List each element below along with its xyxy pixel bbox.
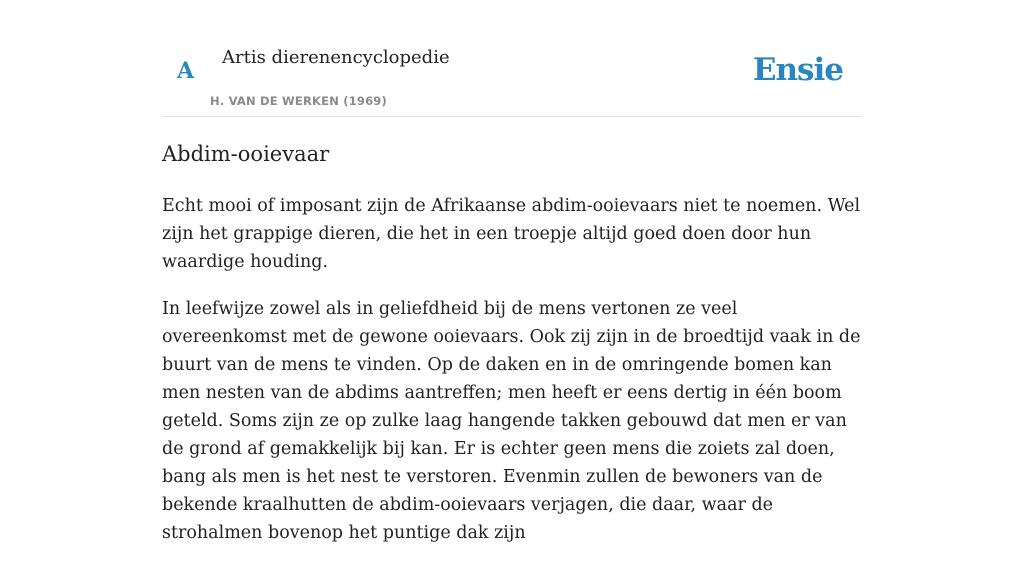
article-paragraph: In leefwijze zowel als in geliefdheid bij de mens vertonen ze veel overeenkomst met de gewone ooievaars. Ook zij zijn in de broedtijd vaak in de buurt van de mens te vinden. Op de daken en in de omringende bomen kan men nesten van de abdims aantreffen; men heeft er eens dertig in één boom geteld. Soms zijn ze op zulke laag hangende takken gebouwd dat men er van de grond af gemakkelijk bij kan. Er is echter geen mens die zoiets zal doen, bang als men is het nest te verstoren. Evenmin zullen de bewoners van de bekende kraalhutten de abdim-ooievaars verjagen, die daar, waar de strohalmen bovenop het puntige dak zijn [162, 299, 861, 543]
book-author: H. VAN DE WERKEN (1969) [210, 94, 387, 108]
ensie-logo[interactable]: Ensie [752, 52, 843, 88]
page-header [162, 0, 862, 117]
article-paragraph: Echt mooi of imposant zijn de Afrikaanse abdim-ooievaars niet te noemen. Wel zijn het grappige dieren, die het in een troepje altijd goed doen door hun waardige houding. [162, 196, 861, 272]
book-title-link[interactable]: Artis dierenencyclopedie [222, 47, 450, 68]
article-title: Abdim-ooievaar [162, 142, 330, 166]
index-letter-link[interactable]: A [177, 58, 195, 84]
article-body [162, 192, 862, 566]
